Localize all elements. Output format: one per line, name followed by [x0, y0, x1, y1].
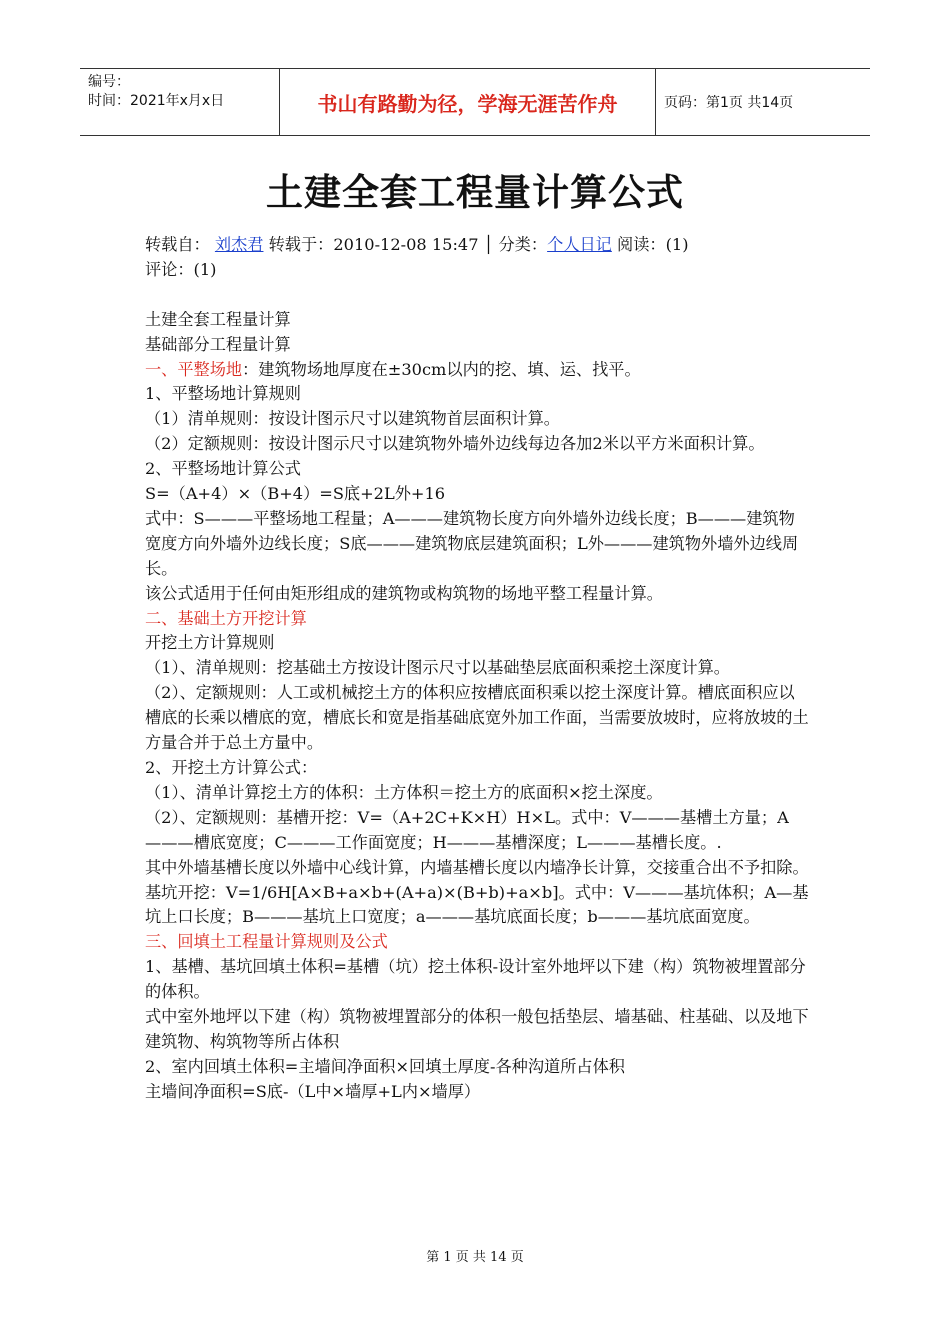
paragraph: 式中室外地坪以下建（构）筑物被埋置部分的体积一般包括垫层、墙基础、柱基础、以及地下建筑物、构筑物等所占体积 [145, 1007, 809, 1051]
paragraph: 开挖土方计算规则 [145, 633, 275, 653]
paragraph: （1）、清单规则：挖基础土方按设计图示尺寸以基础垫层底面积乘挖土深度计算。 [145, 658, 730, 678]
paragraph: 土建全套工程量计算 [145, 309, 291, 329]
paragraph: 其中外墙基槽长度以外墙中心线计算，内墙基槽长度以内墙净长计算，交接重合出不予扣除。 [145, 857, 809, 877]
paragraph: （2）、定额规则：人工或机械挖土方的体积应按槽底面积乘以挖土深度计算。槽底面积应以槽底的长乘以槽底的宽，槽底长和宽是指基础底宽外加工作面，当需要放坡时，应将放坡的土方量合并于总土方量中。 [145, 683, 809, 753]
meta-line [145, 233, 810, 258]
document-body [145, 233, 810, 1105]
paragraph: （2）定额规则：按设计图示尺寸以建筑物外墙外边线每边各加2米以平方米面积计算。 [145, 434, 765, 454]
section-text: ：建筑物场地厚度在±30cm以内的挖、填、运、找平。 [242, 359, 641, 379]
paragraph: 主墙间净面积=S底-（L中×墙厚+L内×墙厚） [145, 1081, 481, 1101]
serial-label: 编号： [88, 74, 130, 90]
header-motto: 书山有路勤为径，学海无涯苦作舟 [280, 69, 656, 135]
paragraph: （1）、清单计算挖土方的体积：土方体积＝挖土方的底面积×挖土深度。 [145, 782, 663, 802]
read-count: 阅读：(1) [617, 235, 689, 254]
page-footer: 第 1 页 共 14 页 [426, 1250, 524, 1265]
repost-from-label: 转载自： [145, 235, 210, 254]
paragraph: 2、室内回填土体积=主墙间净面积×回填土厚度-各种沟道所占体积 [145, 1056, 625, 1076]
page-header [80, 68, 870, 136]
paragraph [145, 358, 810, 383]
paragraph: （2）、定额规则：基槽开挖：V=（A+2C+K×H）H×L。式中：V———基槽土方量；A———槽底宽度；C———工作面宽度；H———基槽深度；L———基槽长度。. [145, 807, 789, 852]
section-heading: 二、基础土方开挖计算 [145, 608, 307, 628]
author-link[interactable]: 刘杰君 [214, 235, 264, 254]
paragraph: 该公式适用于任何由矩形组成的建筑物或构筑物的场地平整工程量计算。 [145, 583, 663, 603]
formula: S=（A+4）×（B+4）=S底+2L外+16 [145, 484, 446, 504]
paragraph: 式中：S———平整场地工程量；A———建筑物长度方向外墙外边线长度；B———建筑物宽度方向外墙外边线长度；S底———建筑物底层建筑面积；L外———建筑物外墙外边线周长。 [145, 508, 799, 578]
paragraph: 基坑开挖：V=1/6H[A×B+a×b+(A+a)×(B+b)+a×b]。式中：V———基坑体积；A—基坑上口长度；B———基坑上口宽度；a———基坑底面长度；b———基坑底面宽度。 [145, 882, 809, 927]
paragraph: 2、开挖土方计算公式： [145, 758, 318, 778]
paragraph: 1、基槽、基坑回填土体积=基槽（坑）挖土体积-设计室外地坪以下建（构）筑物被埋置部分的体积。 [145, 957, 806, 1002]
comment-count: 评论：(1) [145, 259, 217, 279]
header-meta [80, 69, 280, 135]
date-label: 时间：2021年x月x日 [88, 93, 225, 109]
header-page-label: 页码：第1页 共14页 [664, 95, 794, 111]
section-heading: 一、平整场地 [145, 359, 243, 379]
paragraph: （1）清单规则：按设计图示尺寸以建筑物首层面积计算。 [145, 409, 560, 429]
paragraph: 1、平整场地计算规则 [145, 384, 301, 404]
paragraph: 2、平整场地计算公式 [145, 459, 301, 479]
paragraph: 基础部分工程量计算 [145, 334, 291, 354]
section-heading: 三、回填土工程量计算规则及公式 [145, 932, 388, 952]
repost-time: 转载于：2010-12-08 15:47 │ 分类： [268, 235, 548, 254]
category-link[interactable]: 个人日记 [547, 235, 612, 254]
document-title: 土建全套工程量计算公式 [266, 171, 684, 214]
